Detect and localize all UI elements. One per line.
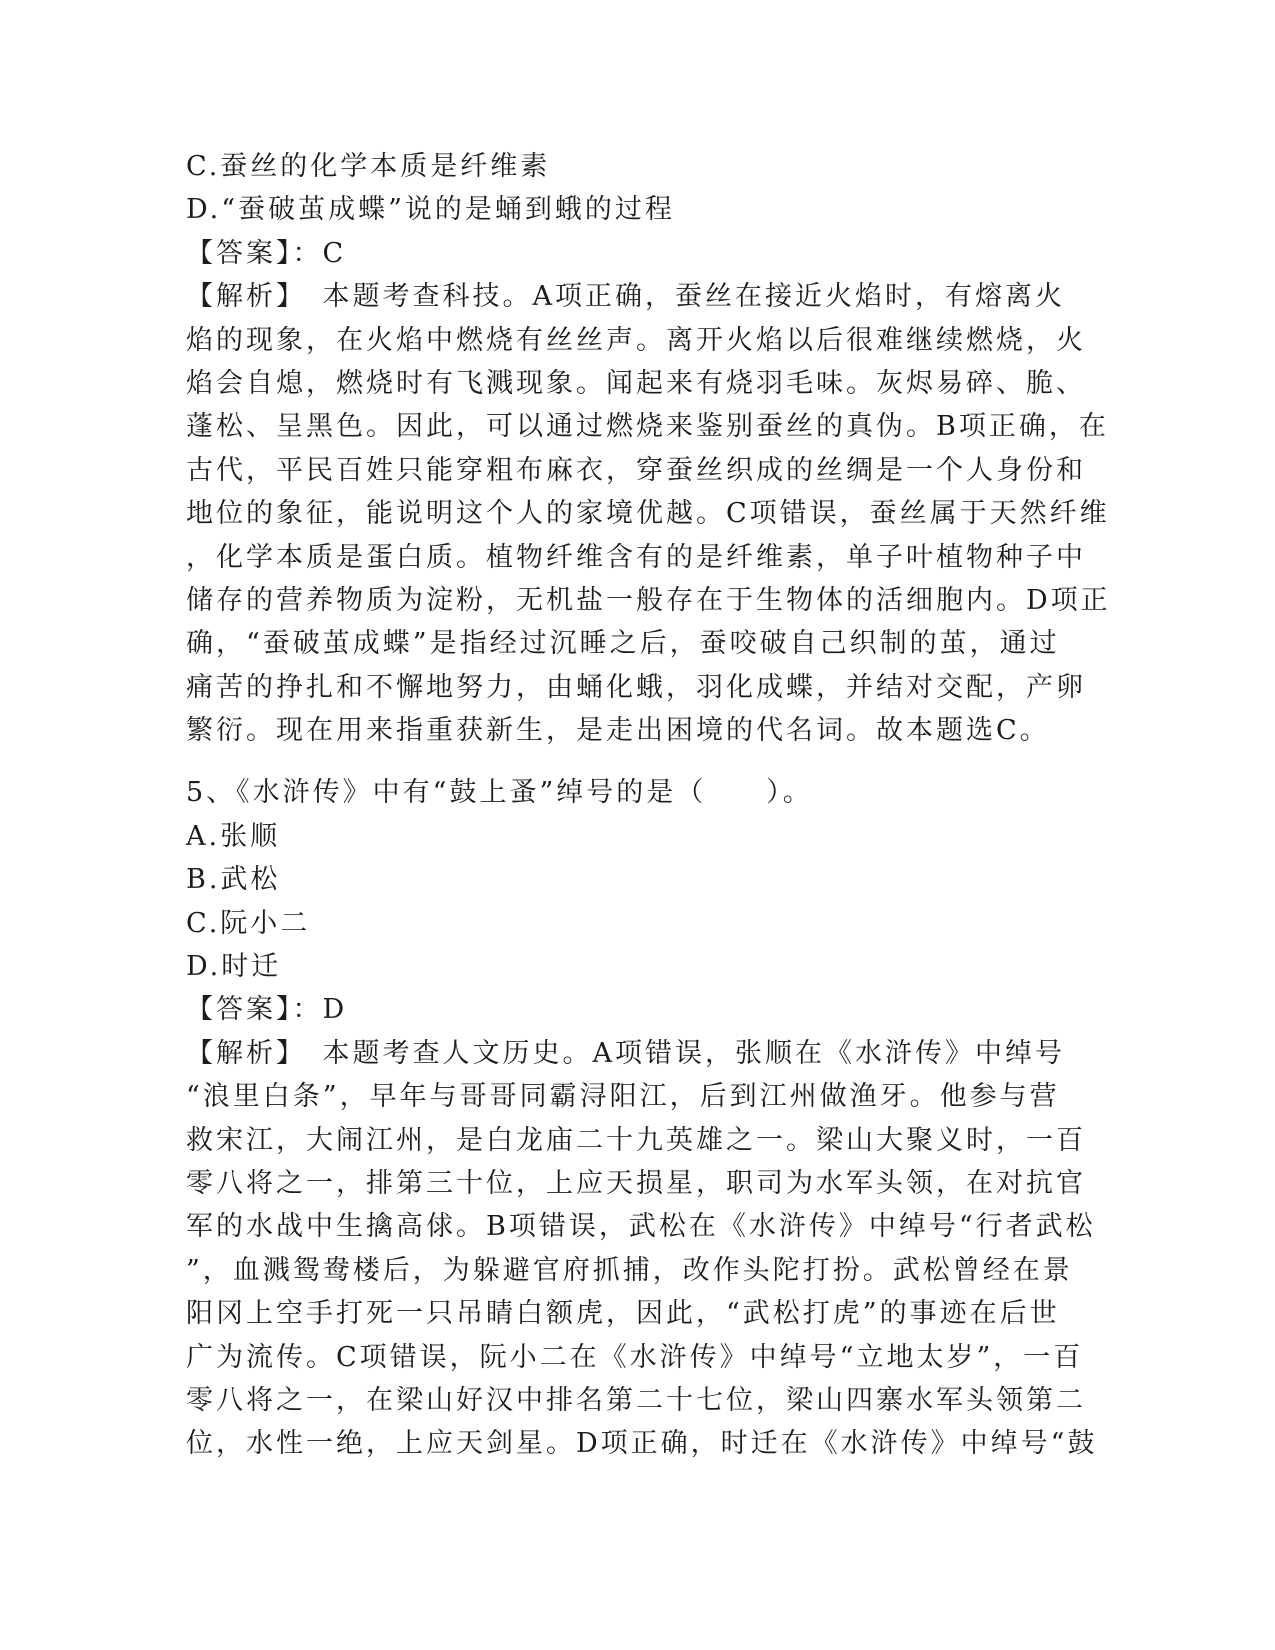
explanation-line: ”，血溅鸳鸯楼后，为躲避官府抓捕，改作头陀打扮。武松曾经在景 — [186, 1254, 1073, 1286]
q4-option-d: D.“蚕破茧成蝶”说的是蛹到蛾的过程 — [186, 194, 675, 226]
explanation-line: 繁衍。现在用来指重获新生，是走出困境的代名词。故本题选C。 — [186, 715, 1050, 747]
explanation-line: 救宋江，大闹江州，是白龙庙二十九英雄之一。梁山大聚义时，一百 — [186, 1124, 1086, 1156]
q5-explanation — [186, 1032, 1098, 1466]
q5-option-a: A.张顺 — [186, 820, 281, 852]
explanation-line: 零八将之一，在梁山好汉中排名第二十七位，梁山四寨水军头领第二 — [186, 1384, 1086, 1416]
explanation-line: 【解析】 本题考查科技。A项正确，蚕丝在接近火焰时，有熔离火 — [186, 281, 1065, 313]
explanation-line: 焰会自熄，燃烧时有飞溅现象。闻起来有烧羽毛味。灰烬易碎、脆、 — [186, 367, 1086, 399]
q5-answer: 【答案】：D — [186, 994, 348, 1026]
question-gap — [186, 752, 1086, 771]
explanation-line: 零八将之一，排第三十位，上应天损星，职司为水军头领，在对抗官 — [186, 1167, 1086, 1199]
explanation-line: 确，“蚕破茧成蝶”是指经过沉睡之后，蚕咬破自己织制的茧，通过 — [186, 628, 1060, 660]
q4-answer: 【答案】：C — [186, 237, 347, 269]
explanation-line: 位，水性一绝，上应天剑星。D项正确，时迁在《水浒传》中绰号“鼓 — [186, 1428, 1098, 1460]
explanation-line: 古代，平民百姓只能穿粗布麻衣，穿蚕丝织成的丝绸是一个人身份和 — [186, 454, 1086, 486]
explanation-line: 阳冈上空手打死一只吊睛白额虎，因此，“武松打虎”的事迹在后世 — [186, 1298, 1060, 1330]
text-column — [186, 145, 1111, 1466]
q4-explanation — [186, 275, 1111, 752]
q4-option-c: C.蚕丝的化学本质是纤维素 — [186, 151, 551, 182]
explanation-line: 军的水战中生擒高俅。B项错误，武松在《水浒传》中绰号“行者武松 — [186, 1211, 1096, 1243]
explanation-line: 焰的现象，在火焰中燃烧有丝丝声。离开火焰以后很难继续燃烧，火 — [186, 324, 1086, 356]
q5-option-b: B.武松 — [186, 864, 281, 896]
explanation-line: “浪里白条”，早年与哥哥同霸浔阳江，后到江州做渔牙。他参与营 — [186, 1081, 1060, 1113]
explanation-line: 地位的象征，能说明这个人的家境优越。C项错误，蚕丝属于天然纤维 — [186, 498, 1110, 530]
q5-stem: 5、《水浒传》中有“鼓上蚤”绰号的是（ ）。 — [186, 777, 813, 809]
q5-option-d: D.时迁 — [186, 951, 282, 983]
explanation-line: 广为流传。C项错误，阮小二在《水浒传》中绰号“立地太岁”，一百 — [186, 1341, 1084, 1373]
explanation-line: 【解析】 本题考查人文历史。A项错误，张顺在《水浒传》中绰号 — [186, 1037, 1065, 1069]
q5-option-c: C.阮小二 — [186, 907, 311, 939]
explanation-line: 储存的营养物质为淀粉，无机盐一般存在于生物体的活细胞内。D项正 — [186, 584, 1111, 616]
explanation-line: 痛苦的挣扎和不懈地努力，由蛹化蛾，羽化成蝶，并结对交配，产卵 — [186, 671, 1086, 703]
explanation-line: 蓬松、呈黑色。因此，可以通过燃烧来鉴别蚕丝的真伪。B项正确，在 — [186, 411, 1109, 443]
explanation-line: ，化学本质是蛋白质。植物纤维含有的是纤维素，单子叶植物种子中 — [186, 541, 1086, 573]
